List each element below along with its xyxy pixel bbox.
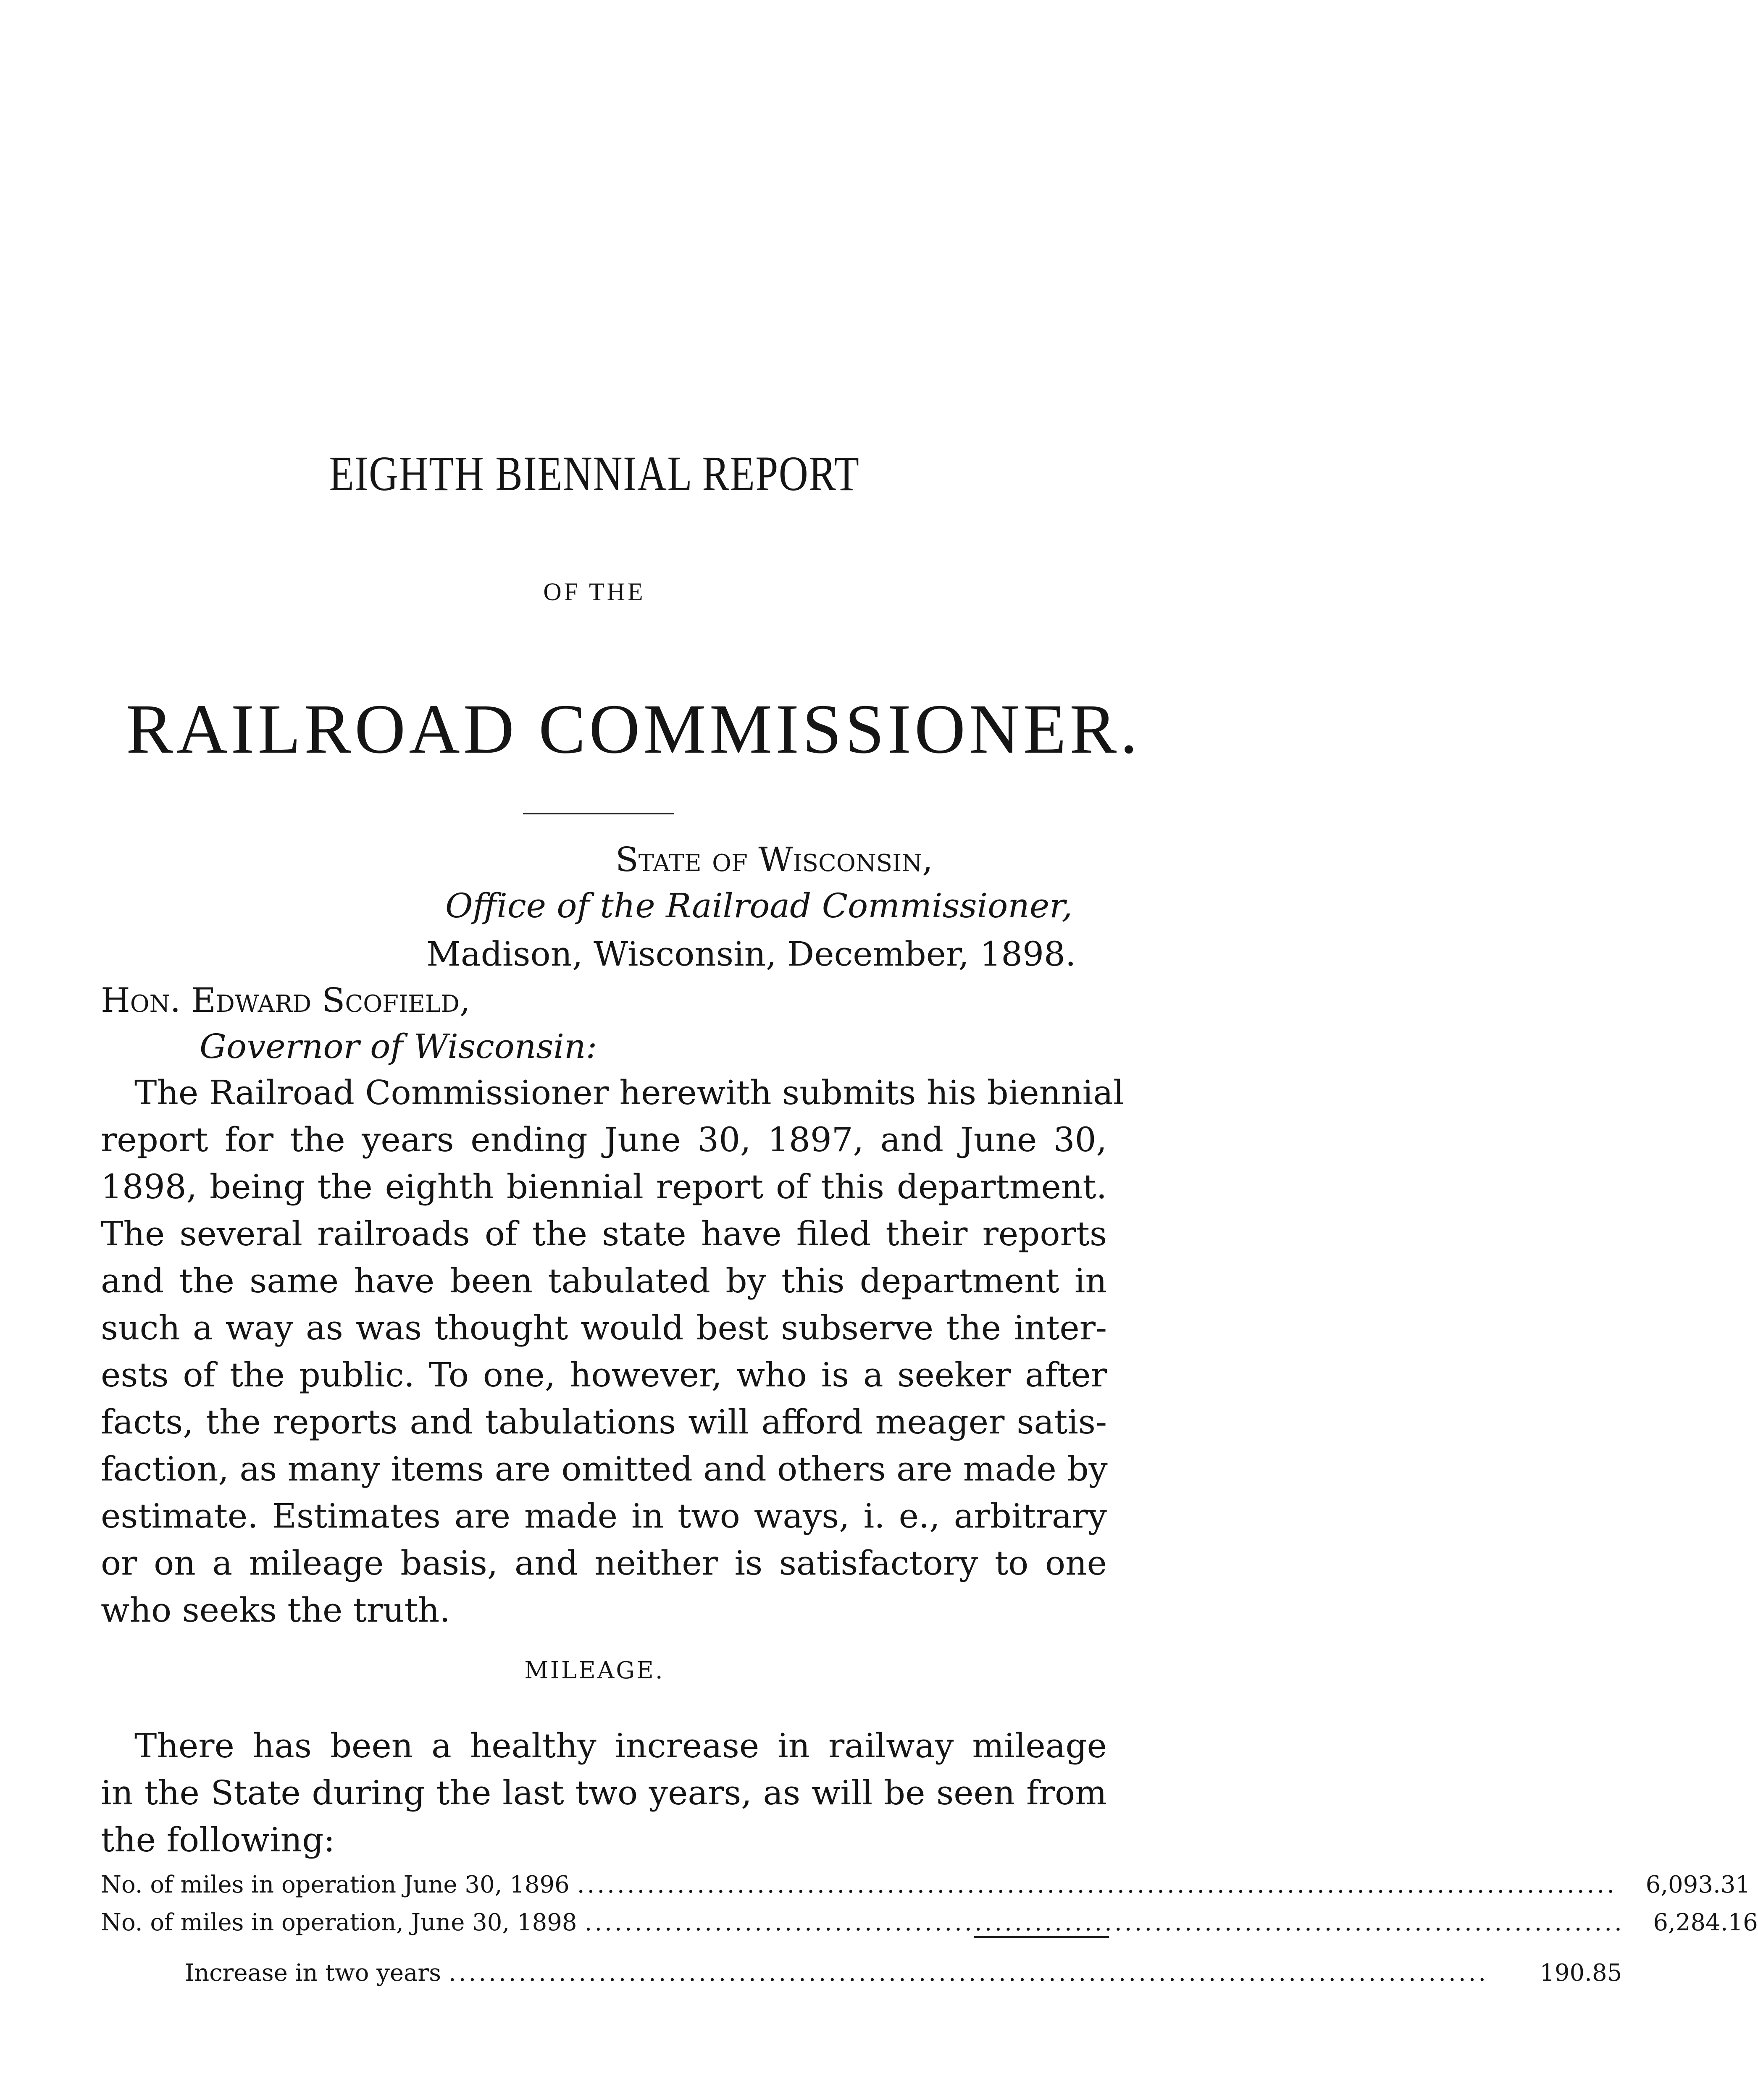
row-value: 6,093.31 — [1645, 1871, 1750, 1898]
mileage-line: in the State during the last two years, as will be seen from — [101, 1773, 1107, 1812]
row-value: 6,284.16 — [1653, 1909, 1758, 1936]
row-label: No. of miles in operation June 30, 1896 — [101, 1871, 570, 1898]
address-recipient: Hon. Edward Scofield, — [101, 981, 470, 1020]
leader-dots: ........................................................................................................ — [584, 1909, 1624, 1936]
sum-rule — [974, 1936, 1109, 1938]
row-label: No. of miles in operation, June 30, 1898 — [101, 1909, 577, 1936]
intro-line: and the same have been tabulated by this department in — [101, 1261, 1107, 1300]
intro-line: who seeks the truth. — [101, 1591, 450, 1630]
intro-line: estimate. Estimates are made in two ways, i. e., arbitrary — [101, 1496, 1107, 1536]
row-value: 190.85 — [1540, 1959, 1622, 1987]
leader-dots: ........................................................................................................ — [577, 1871, 1617, 1898]
mileage-row-1896 — [101, 1871, 1750, 1898]
address-state: State of Wisconsin, — [615, 840, 933, 879]
leader-dots: ........................................................................................................ — [448, 1959, 1489, 1987]
intro-line: faction, as many items are omitted and others are made by — [101, 1449, 1108, 1488]
address-place-date: Madison, Wisconsin, December, 1898. — [426, 934, 1076, 974]
mileage-heading: MILEAGE. — [524, 1657, 665, 1684]
mileage-row-1898 — [101, 1909, 1758, 1936]
intro-line: report for the years ending June 30, 1897, and June 30, — [101, 1120, 1107, 1159]
intro-line: ests of the public. To one, however, who is a seeker after — [101, 1355, 1107, 1394]
intro-line: The several railroads of the state have filed their reports — [101, 1214, 1107, 1253]
intro-line: such a way as was thought would best subserve the inter- — [101, 1308, 1107, 1347]
title-divider — [523, 813, 674, 814]
mileage-row-increase — [185, 1959, 1622, 1987]
report-title: EIGHTH BIENNIAL REPORT — [329, 446, 860, 501]
intro-line: or on a mileage basis, and neither is satisfactory to one — [101, 1544, 1107, 1583]
mileage-line: There has been a healthy increase in railway mileage — [134, 1726, 1107, 1765]
address-recipient-title: Governor of Wisconsin: — [200, 1027, 597, 1066]
intro-line: The Railroad Commissioner herewith submits his biennial — [134, 1073, 1124, 1112]
report-title-of-the: OF THE — [543, 578, 646, 606]
report-subject: RAILROAD COMMISSIONER. — [126, 690, 1141, 768]
intro-line: 1898, being the eighth biennial report of this department. — [101, 1167, 1107, 1206]
intro-line: facts, the reports and tabulations will afford meager satis- — [101, 1402, 1107, 1441]
address-office: Office of the Railroad Commissioner, — [445, 886, 1073, 925]
mileage-line: the following: — [101, 1820, 335, 1859]
row-label: Increase in two years — [185, 1959, 441, 1987]
